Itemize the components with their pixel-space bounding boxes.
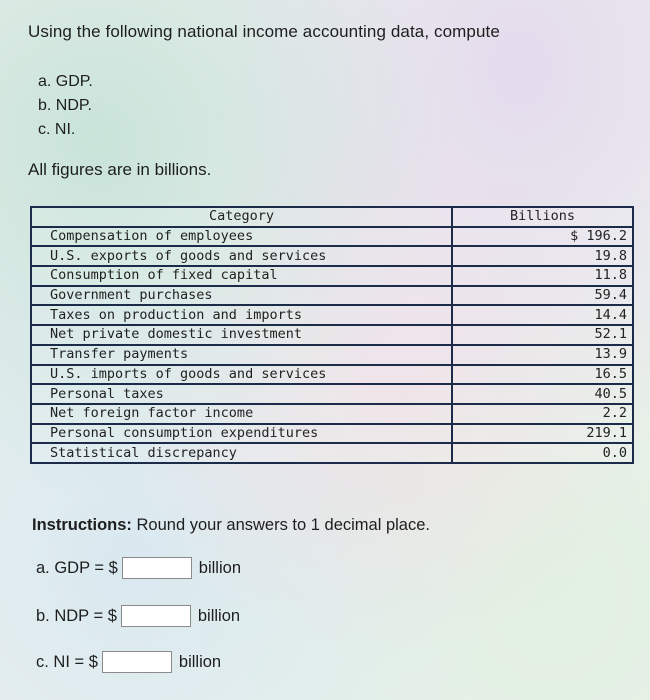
category-cell: Compensation of employees [31, 227, 452, 247]
ndp-answer-label: b. NDP = $ [36, 606, 117, 625]
question-intro: Using the following national income accounting data, compute [28, 22, 500, 41]
gdp-answer-label: a. GDP = $ [36, 558, 118, 577]
category-cell: U.S. imports of goods and services [31, 365, 452, 385]
ni-unit-label: billion [178, 652, 222, 671]
units-note: All figures are in billions. [28, 160, 212, 179]
instructions-label: Instructions: [32, 516, 132, 534]
category-cell: Statistical discrepancy [31, 443, 452, 463]
part-c-label: c. NI. [38, 121, 76, 138]
value-cell: 13.9 [452, 345, 633, 365]
table-row [31, 345, 633, 365]
table-row [31, 365, 633, 385]
ni-input[interactable] [102, 651, 172, 673]
table-row [31, 286, 633, 306]
value-cell: 14.4 [452, 305, 633, 325]
value-cell: 2.2 [452, 404, 633, 424]
ndp-answer-row [36, 605, 240, 627]
instructions-text: Round your answers to 1 decimal place. [131, 516, 430, 534]
value-cell: 219.1 [452, 424, 633, 444]
value-cell: 59.4 [452, 286, 633, 306]
part-b-label: b. NDP. [38, 97, 92, 114]
table-row [31, 305, 633, 325]
gdp-input[interactable] [122, 557, 192, 579]
category-cell: Transfer payments [31, 345, 452, 365]
table-row [31, 384, 633, 404]
category-cell: Consumption of fixed capital [31, 266, 452, 286]
table-row [31, 404, 633, 424]
category-cell: Government purchases [31, 286, 452, 306]
category-column-header: Category [31, 207, 452, 227]
ndp-input[interactable] [121, 605, 191, 627]
table-row [31, 266, 633, 286]
category-cell: Net foreign factor income [31, 404, 452, 424]
gdp-answer-row [36, 557, 241, 579]
question-parts-list [38, 70, 93, 142]
table-row [31, 424, 633, 444]
category-cell: Personal consumption expenditures [31, 424, 452, 444]
table-row [31, 443, 633, 463]
category-cell: Personal taxes [31, 384, 452, 404]
category-cell: Net private domestic investment [31, 325, 452, 345]
table-row [31, 246, 633, 266]
value-cell: 16.5 [452, 365, 633, 385]
gdp-unit-label: billion [198, 558, 241, 577]
part-a-label: a. GDP. [38, 73, 93, 90]
ndp-unit-label: billion [197, 606, 241, 625]
table-row [31, 325, 633, 345]
table-row [31, 227, 633, 247]
value-cell: 19.8 [452, 246, 633, 266]
value-cell: 40.5 [452, 384, 633, 404]
value-cell: 0.0 [452, 443, 633, 463]
category-cell: U.S. exports of goods and services [31, 246, 452, 266]
table-header-row [31, 207, 633, 227]
ni-answer-row [36, 651, 221, 673]
ni-answer-label: c. NI = $ [36, 652, 98, 671]
instructions [32, 516, 430, 535]
national-income-table [30, 206, 634, 464]
value-cell: $ 196.2 [452, 227, 633, 247]
category-cell: Taxes on production and imports [31, 305, 452, 325]
billions-column-header: Billions [452, 207, 633, 227]
value-cell: 52.1 [452, 325, 633, 345]
value-cell: 11.8 [452, 266, 633, 286]
